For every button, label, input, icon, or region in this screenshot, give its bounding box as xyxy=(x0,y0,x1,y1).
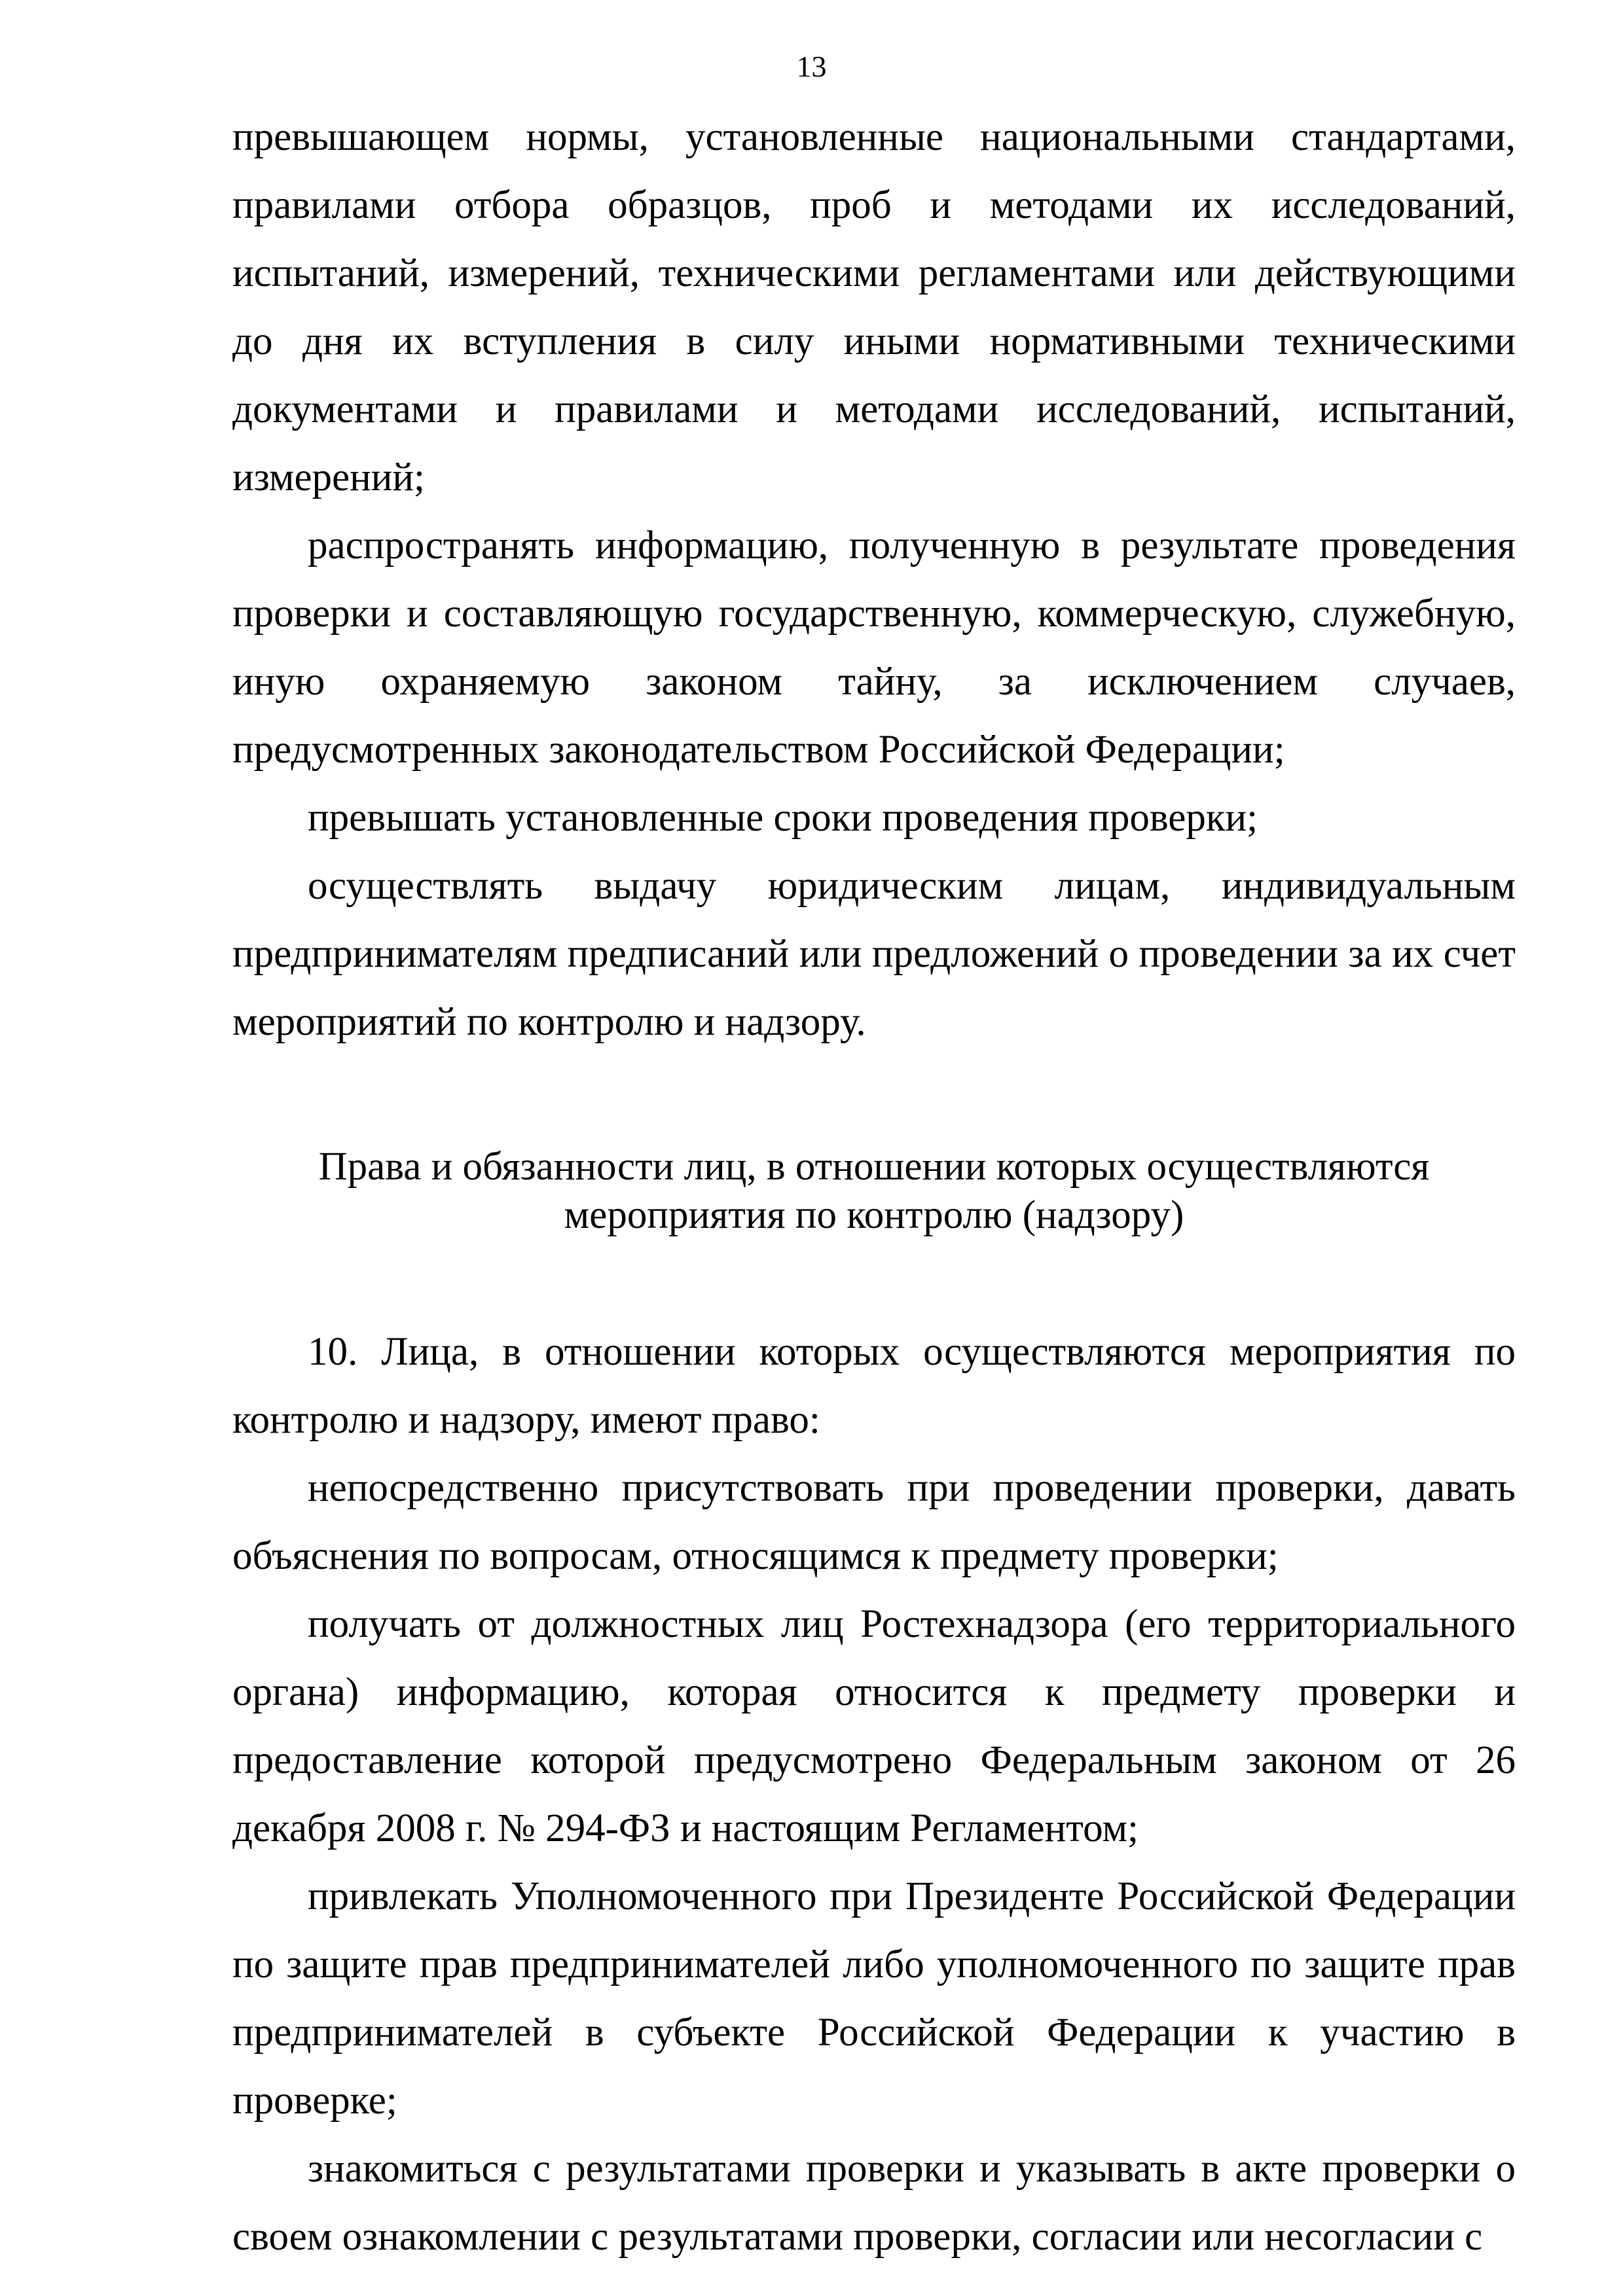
page-number: 13 xyxy=(796,50,827,83)
paragraph-item-10: 10. Лица, в отношении которых осуществляются мероприятия по контролю и надзору, имеют право: xyxy=(232,1330,1516,1442)
paragraph-attend-inspection: непосредственно присутствовать при проведении проверки, давать объяснения по вопросам, относящимся к предмету проверки; xyxy=(232,1466,1516,1578)
paragraph-involve-ombudsman: привлекать Уполномоченного при Президенте Российской Федерации по защите прав предпринимателей либо уполномоченного по защите прав предпринимателей в субъекте Российской Федерации к участию в проверке; xyxy=(232,1874,1516,2123)
paragraph-secret-info: распространять информацию, полученную в результате проведения проверки и составляющую государственную, коммерческую, служебную, иную охраняемую законом тайну, за исключением случаев, предусмотренных законодательством Российской Федерации; xyxy=(232,524,1516,772)
section-heading-line-2: мероприятия по контролю (надзору) xyxy=(564,1193,1184,1237)
paragraph-prescriptions: осуществлять выдачу юридическим лицам, индивидуальным предпринимателям предписаний или предложений о проведении за их счет мероприятий по контролю и надзору. xyxy=(232,864,1516,1044)
section-heading-line-1: Права и обязанности лиц, в отношении которых осуществляются xyxy=(318,1145,1430,1189)
paragraph-receive-information: получать от должностных лиц Ростехнадзора (его территориального органа) информацию, которая относится к предмету проверки и предоставление которой предусмотрено Федеральным законом от 26 декабря 2008 г. № 294-ФЗ и настоящим Регламентом; xyxy=(232,1602,1516,1850)
document-body xyxy=(232,103,1516,2271)
paragraph-deadlines: превышать установленные сроки проведения проверки; xyxy=(308,796,1258,840)
paragraph-norms-continuation: превышающем нормы, установленные национальными стандартами, правилами отбора образцов, проб и методами их исследований, испытаний, измерений, техническими регламентами или действующими до дня их вступления в силу иными нормативными техническими документами и правилами и методами исследований, испытаний, измерений; xyxy=(232,115,1516,499)
section-heading xyxy=(232,1143,1516,1240)
paragraph-review-results: знакомиться с результатами проверки и указывать в акте проверки о своем ознакомлении с результатами проверки, согласии или несогласии с xyxy=(232,2147,1516,2259)
